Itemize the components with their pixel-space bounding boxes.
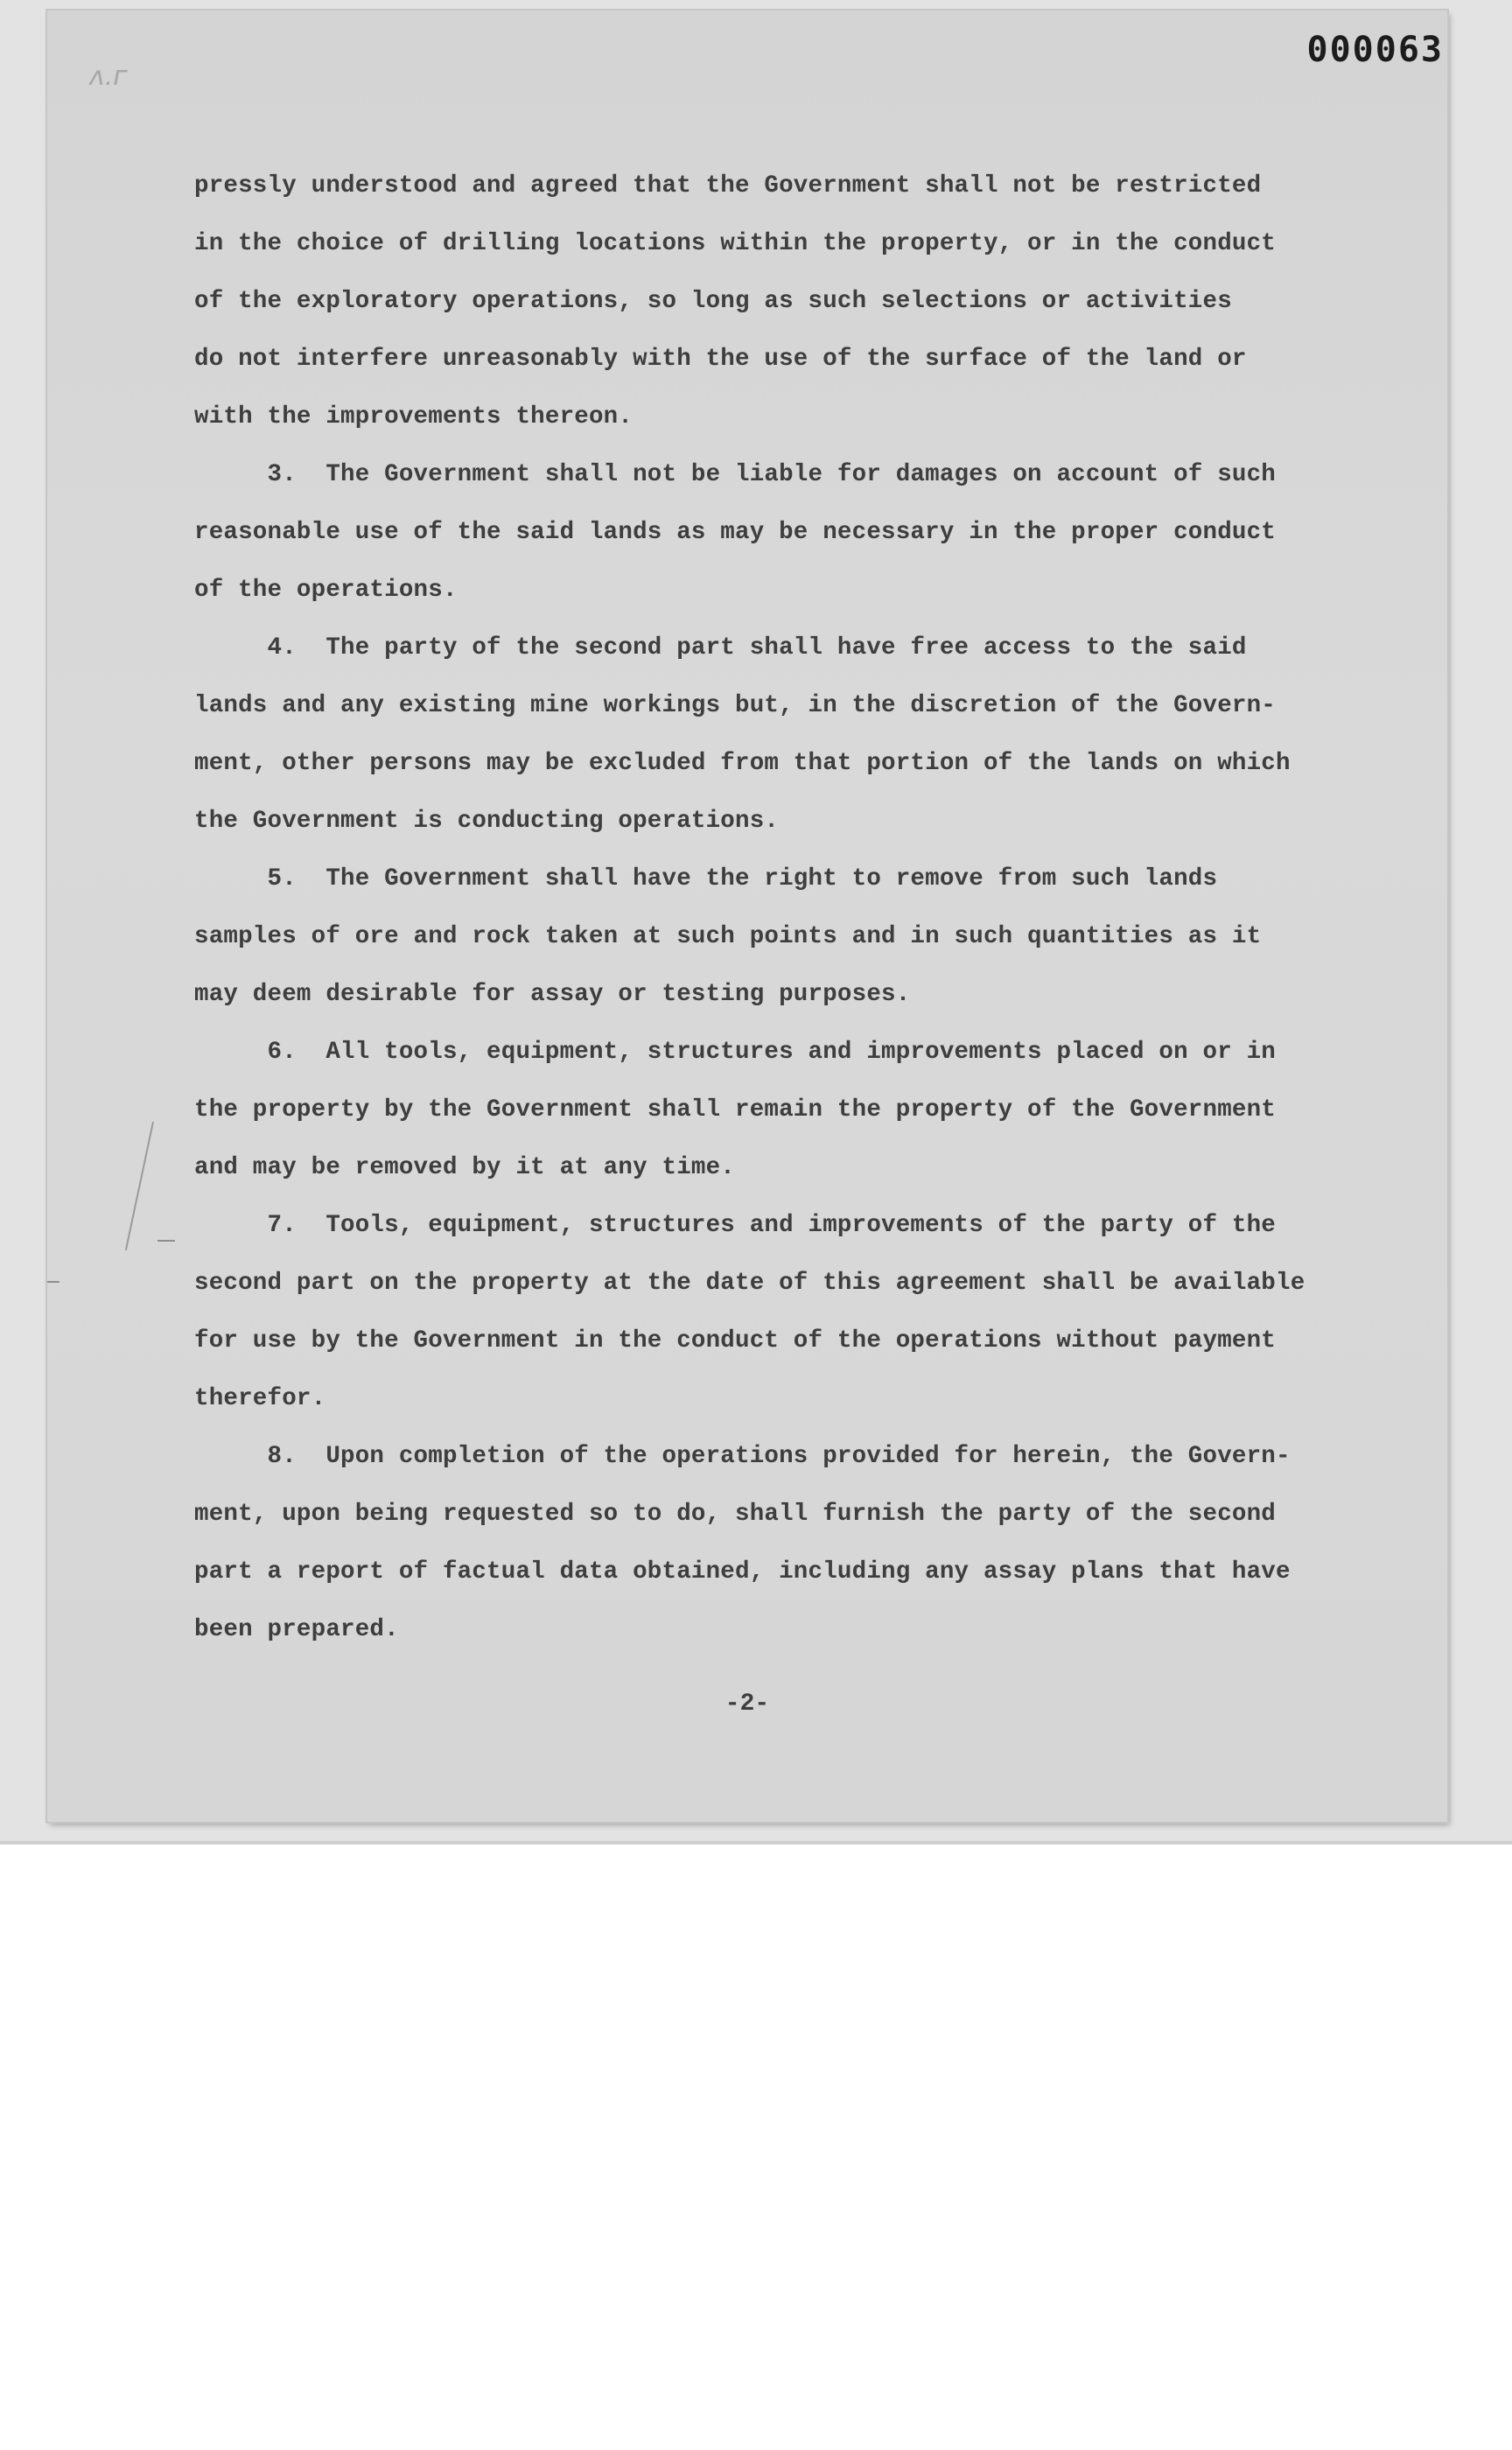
- text-line: for use by the Government in the conduct of the operations without payment: [194, 1327, 1276, 1354]
- text-line: ment, other persons may be excluded from that portion of the lands on which: [194, 750, 1291, 777]
- text-line: part a report of factual data obtained, including any assay plans that have: [194, 1558, 1291, 1586]
- text-line: may deem desirable for assay or testing purposes.: [194, 981, 911, 1008]
- margin-dash-1: [158, 1240, 175, 1242]
- text-line: second part on the property at the date of this agreement shall be available: [194, 1270, 1306, 1297]
- text-line: the Government is conducting operations.: [194, 808, 780, 835]
- text-line: do not interfere unreasonably with the use of the surface of the land or: [194, 346, 1247, 373]
- text-line: therefor.: [194, 1385, 326, 1412]
- text-line: pressly understood and agreed that the Government shall not be restricted: [194, 172, 1262, 200]
- page-number: -2-: [724, 1690, 770, 1718]
- text-line: samples of ore and rock taken at such points and in such quantities as it: [194, 923, 1262, 950]
- text-line: lands and any existing mine workings but, in the discretion of the Govern-: [194, 692, 1276, 719]
- text-line: of the operations.: [194, 577, 458, 604]
- text-line: with the improvements thereon.: [194, 403, 634, 430]
- text-line: 5. The Government shall have the right to remove from such lands: [194, 865, 1218, 892]
- document-page: [47, 10, 1447, 1822]
- text-line: of the exploratory operations, so long as such selections or activities: [194, 288, 1232, 315]
- text-line: in the choice of drilling locations within the property, or in the conduct: [194, 230, 1276, 257]
- text-line: and may be removed by it at any time.: [194, 1154, 735, 1181]
- margin-dash-2: [47, 1281, 60, 1283]
- text-line: reasonable use of the said lands as may be necessary in the proper conduct: [194, 519, 1276, 546]
- scan-bottom-edge: [0, 1841, 1512, 1844]
- corner-pencil-mark: ᴧ.ᴦ: [89, 61, 129, 92]
- text-line: 6. All tools, equipment, structures and improvements placed on or in: [194, 1039, 1276, 1066]
- text-line: 8. Upon completion of the operations provided for herein, the Govern-: [194, 1443, 1291, 1470]
- text-line: 7. Tools, equipment, structures and improvements of the party of the: [194, 1212, 1276, 1239]
- text-line: 4. The party of the second part shall have free access to the said: [194, 634, 1247, 662]
- body-text: [194, 158, 1367, 1659]
- document-number: 000063: [1306, 30, 1444, 70]
- text-line: ment, upon being requested so to do, shall furnish the party of the second: [194, 1501, 1276, 1528]
- text-line: 3. The Government shall not be liable for damages on account of such: [194, 461, 1276, 488]
- text-line: been prepared.: [194, 1616, 399, 1643]
- text-line: the property by the Government shall remain the property of the Government: [194, 1096, 1276, 1124]
- margin-pencil-stroke: [125, 1122, 154, 1250]
